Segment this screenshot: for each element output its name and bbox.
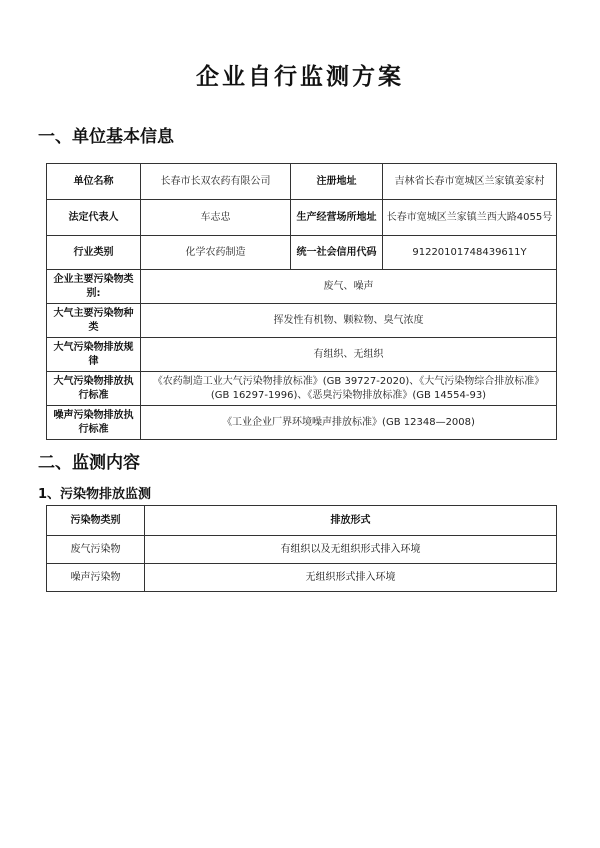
air-standards-value: 《农药制造工业大气污染物排放标准》(GB 39727-2020)、《大气污染物综合排放标准》(GB 16297-1996)、《恶臭污染物排放标准》(GB 14554-93): [141, 372, 557, 406]
registered-address-value: 吉林省长春市宽城区兰家镇姜家村: [383, 164, 557, 200]
table-row: [47, 164, 557, 200]
main-pollutants-value: 废气、噪声: [141, 270, 557, 304]
emission-form-cell: 有组织以及无组织形式排入环境: [145, 536, 557, 564]
table-row: [47, 200, 557, 236]
legal-representative-value: 车志忠: [141, 200, 291, 236]
emission-monitoring-table: [46, 505, 557, 592]
table-header-row: [47, 506, 557, 536]
pollutant-type-cell: 噪声污染物: [47, 564, 145, 592]
basic-info-table: [46, 163, 557, 440]
table-row: [47, 536, 557, 564]
subsection-heading-emission-monitoring: 1、污染物排放监测: [38, 487, 152, 502]
unit-name-value: 长春市长双农药有限公司: [141, 164, 291, 200]
section-heading-basic-info: 一、单位基本信息: [38, 127, 174, 147]
legal-representative-label: 法定代表人: [47, 200, 141, 236]
emission-form-cell: 无组织形式排入环境: [145, 564, 557, 592]
air-pollutant-types-value: 挥发性有机物、颗粒物、臭气浓度: [141, 304, 557, 338]
air-standards-label: 大气污染物排放执行标准: [47, 372, 141, 406]
table-row: [47, 372, 557, 406]
industry-label: 行业类别: [47, 236, 141, 270]
table-row: [47, 236, 557, 270]
column-header-emission-form: 排放形式: [145, 506, 557, 536]
section-heading-monitoring: 二、监测内容: [38, 453, 140, 473]
operation-address-label: 生产经营场所地址: [291, 200, 383, 236]
registered-address-label: 注册地址: [291, 164, 383, 200]
main-pollutants-label: 企业主要污染物类别:: [47, 270, 141, 304]
air-pollutant-types-label: 大气主要污染物种类: [47, 304, 141, 338]
document-title: 企业自行监测方案: [196, 64, 404, 90]
table-row: [47, 406, 557, 440]
air-emission-pattern-value: 有组织、无组织: [141, 338, 557, 372]
table-row: [47, 304, 557, 338]
credit-code-value: 91220101748439611Y: [383, 236, 557, 270]
pollutant-type-cell: 废气污染物: [47, 536, 145, 564]
credit-code-label: 统一社会信用代码: [291, 236, 383, 270]
unit-name-label: 单位名称: [47, 164, 141, 200]
operation-address-value: 长春市宽城区兰家镇兰西大路4055号: [383, 200, 557, 236]
table-row: [47, 564, 557, 592]
table-row: [47, 338, 557, 372]
table-row: [47, 270, 557, 304]
column-header-pollutant-type: 污染物类别: [47, 506, 145, 536]
noise-standards-value: 《工业企业厂界环境噪声排放标准》(GB 12348—2008): [141, 406, 557, 440]
air-emission-pattern-label: 大气污染物排放规律: [47, 338, 141, 372]
industry-value: 化学农药制造: [141, 236, 291, 270]
noise-standards-label: 噪声污染物排放执行标准: [47, 406, 141, 440]
